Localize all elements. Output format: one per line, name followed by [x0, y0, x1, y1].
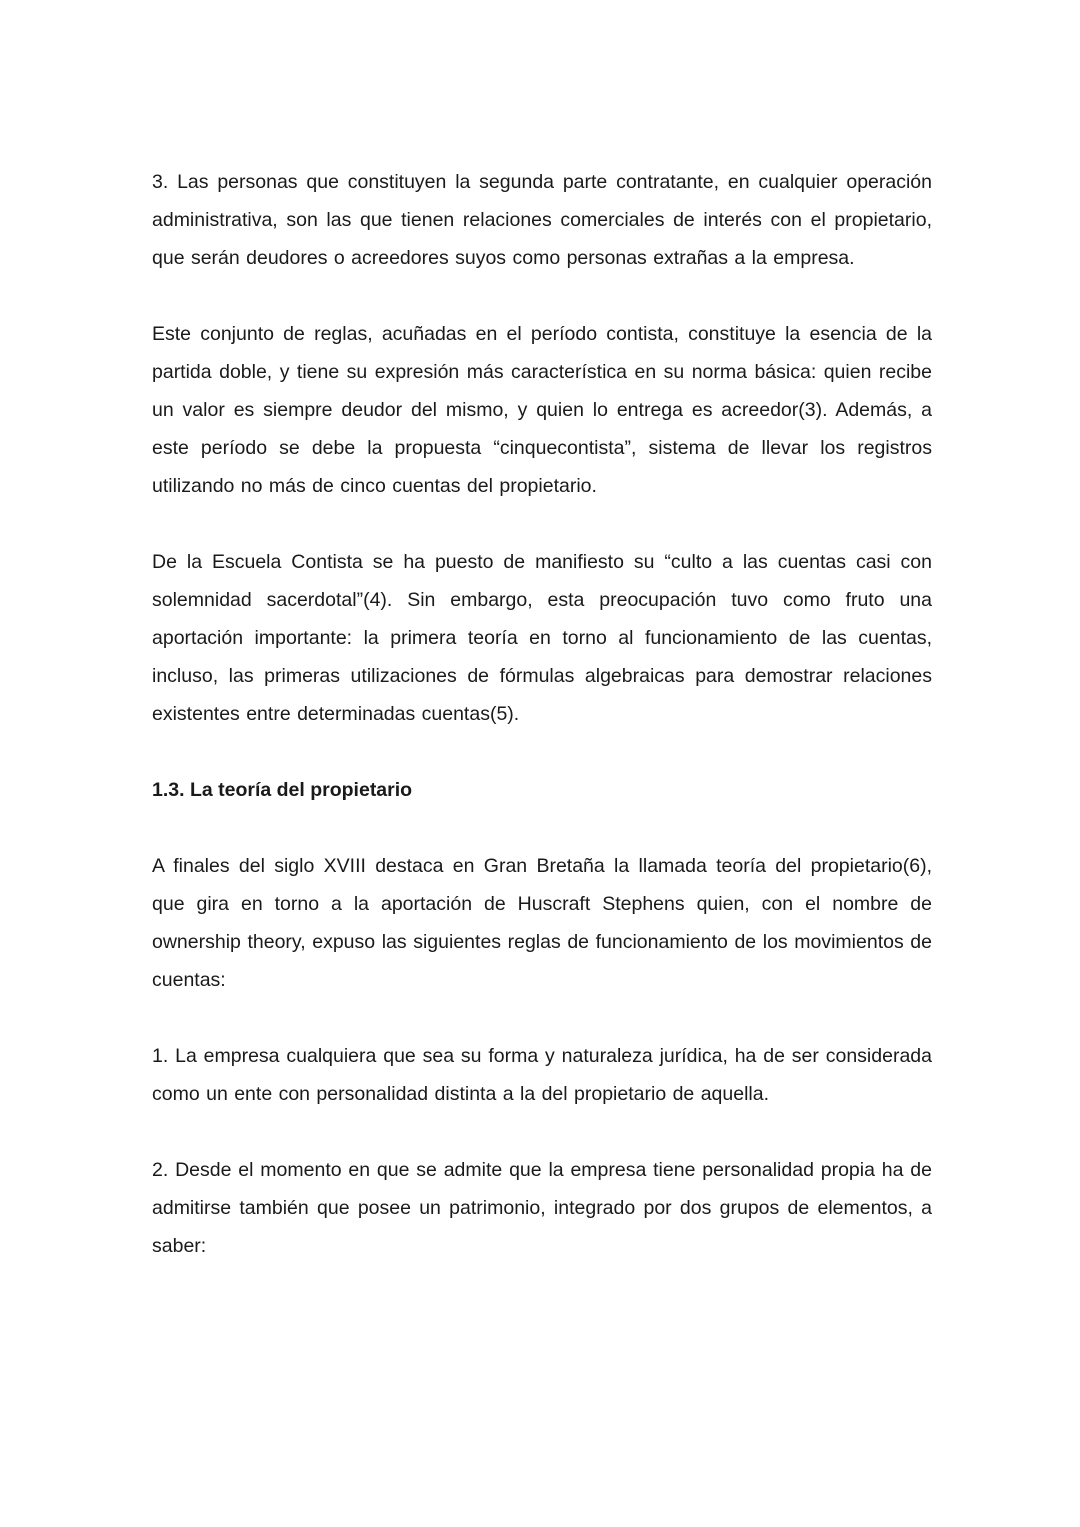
paragraph-rule-2-patrimonio: 2. Desde el momento en que se admite que la empresa tiene personalidad propia ha de admitirse también que posee un patrimonio, integrado por dos grupos de elementos, a saber:: [152, 1159, 932, 1257]
section-heading-teoria-propietario: 1.3. La teoría del propietario: [152, 779, 413, 801]
paragraph-escuela-contista: De la Escuela Contista se ha puesto de manifiesto su “culto a las cuentas casi con solemnidad sacerdotal”(4). Sin embargo, esta preocupación tuvo como fruto una aportación importante: la primera teoría en torno al funcionamiento de las cuentas, incluso, las primeras utilizaciones de fórmulas algebraicas para demostrar relaciones existentes entre determinadas cuentas(5).: [152, 551, 932, 725]
paragraph-rule-1-empresa-ente: 1. La empresa cualquiera que sea su forma y naturaleza jurídica, ha de ser considerada como un ente con personalidad distinta a la del propietario de aquella.: [152, 1045, 932, 1105]
paragraph-ownership-theory-intro: A finales del siglo XVIII destaca en Gran Bretaña la llamada teoría del propietario(6), que gira en torno a la aportación de Huscraft Stephens quien, con el nombre de ownership theory, expuso las siguientes reglas de funcionamiento de los movimientos de cuentas:: [152, 855, 932, 991]
paragraph-reglas-partida-doble: Este conjunto de reglas, acuñadas en el período contista, constituye la esencia de la partida doble, y tiene su expresión más característica en su norma básica: quien recibe un valor es siempre deudor del mismo, y quien lo entrega es acreedor(3). Además, a este período se debe la propuesta “cinquecontista”, sistema de llevar los registros utilizando no más de cinco cuentas del propietario.: [152, 323, 932, 497]
paragraph-second-contracting-party: 3. Las personas que constituyen la segunda parte contratante, en cualquier operación administrativa, son las que tienen relaciones comerciales de interés con el propietario, que serán deudores o acreedores suyos como personas extrañas a la empresa.: [152, 171, 932, 269]
document-content: [152, 163, 932, 1265]
